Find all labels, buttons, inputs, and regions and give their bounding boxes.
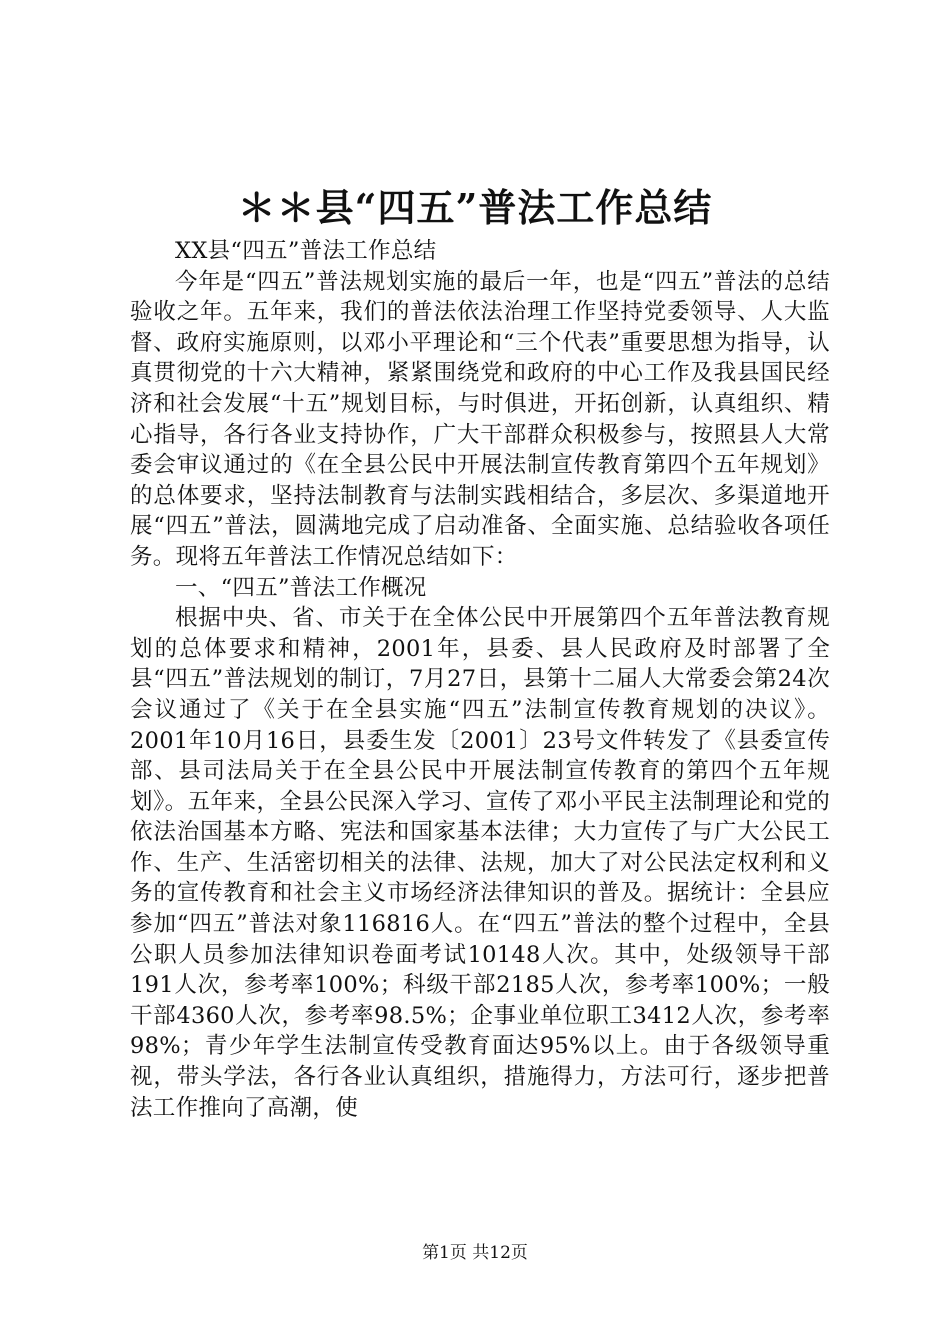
- document-title: ＊＊县“四五”普法工作总结: [237, 185, 713, 230]
- section-heading: 一、“四五”普法工作概况: [175, 574, 427, 601]
- overview-paragraph: 根据中央、省、市关于在全体公民中开展第四个五年普法教育规划的总体要求和精神，2001年，县委、县人民政府及时部署了全县“四五”普法规划的制订，7月27日，县第十二届人大常委会第24次会议通过了《关于在全县实施“四五”法制宣传教育规划的决议》。2001年10月16日，县委生发〔2001〕23号文件转发了《县委宣传部、县司法局关于在全县公民中开展法制宣传教育的第四个五年规划》。五年来，全县公民深入学习、宣传了邓小平民主法制理论和党的依法治国基本方略、宪法和国家基本法律；大力宣传了与广大公民工作、生产、生活密切相关的法律、法规，加大了对公民法定权利和义务的宣传教育和社会主义市场经济法律知识的普及。据统计：全县应参加“四五”普法对象116816人。在“四五”普法的整个过程中，全县公职人员参加法律知识卷面考试10148人次。其中，处级领导干部191人次，参考率100%；科级干部2185人次，参考率100%；一般干部4360人次，参考率98.5%；企事业单位职工3412人次，参考率98%；青少年学生法制宣传受教育面达95%以上。由于各级领导重视，带头学法，各行各业认真组织，措施得力，方法可行，逐步把普法工作推向了高潮，使: [130, 605, 830, 1121]
- intro-paragraph: 今年是“四五”普法规划实施的最后一年，也是“四五”普法的总结验收之年。五年来，我们的普法依法治理工作坚持党委领导、人大监督、政府实施原则，以邓小平理论和“三个代表”重要思想为指导，认真贯彻党的十六大精神，紧紧围绕党和政府的中心工作及我县国民经济和社会发展“十五”规划目标，与时俱进，开拓创新，认真组织、精心指导，各行各业支持协作，广大干部群众积极参与，按照县人大常委会审议通过的《在全县公民中开展法制宣传教育第四个五年规划》的总体要求，坚持法制教育与法制实践相结合，多层次、多渠道地开展“四五”普法，圆满地完成了启动准备、全面实施、总结验收各项任务。现将五年普法工作情况总结如下：: [130, 268, 830, 570]
- document-body: [130, 236, 830, 1123]
- document-subtitle-paragraph: XX县“四五”普法工作总结: [175, 238, 437, 264]
- page-number: 第1页 共12页: [422, 1243, 528, 1263]
